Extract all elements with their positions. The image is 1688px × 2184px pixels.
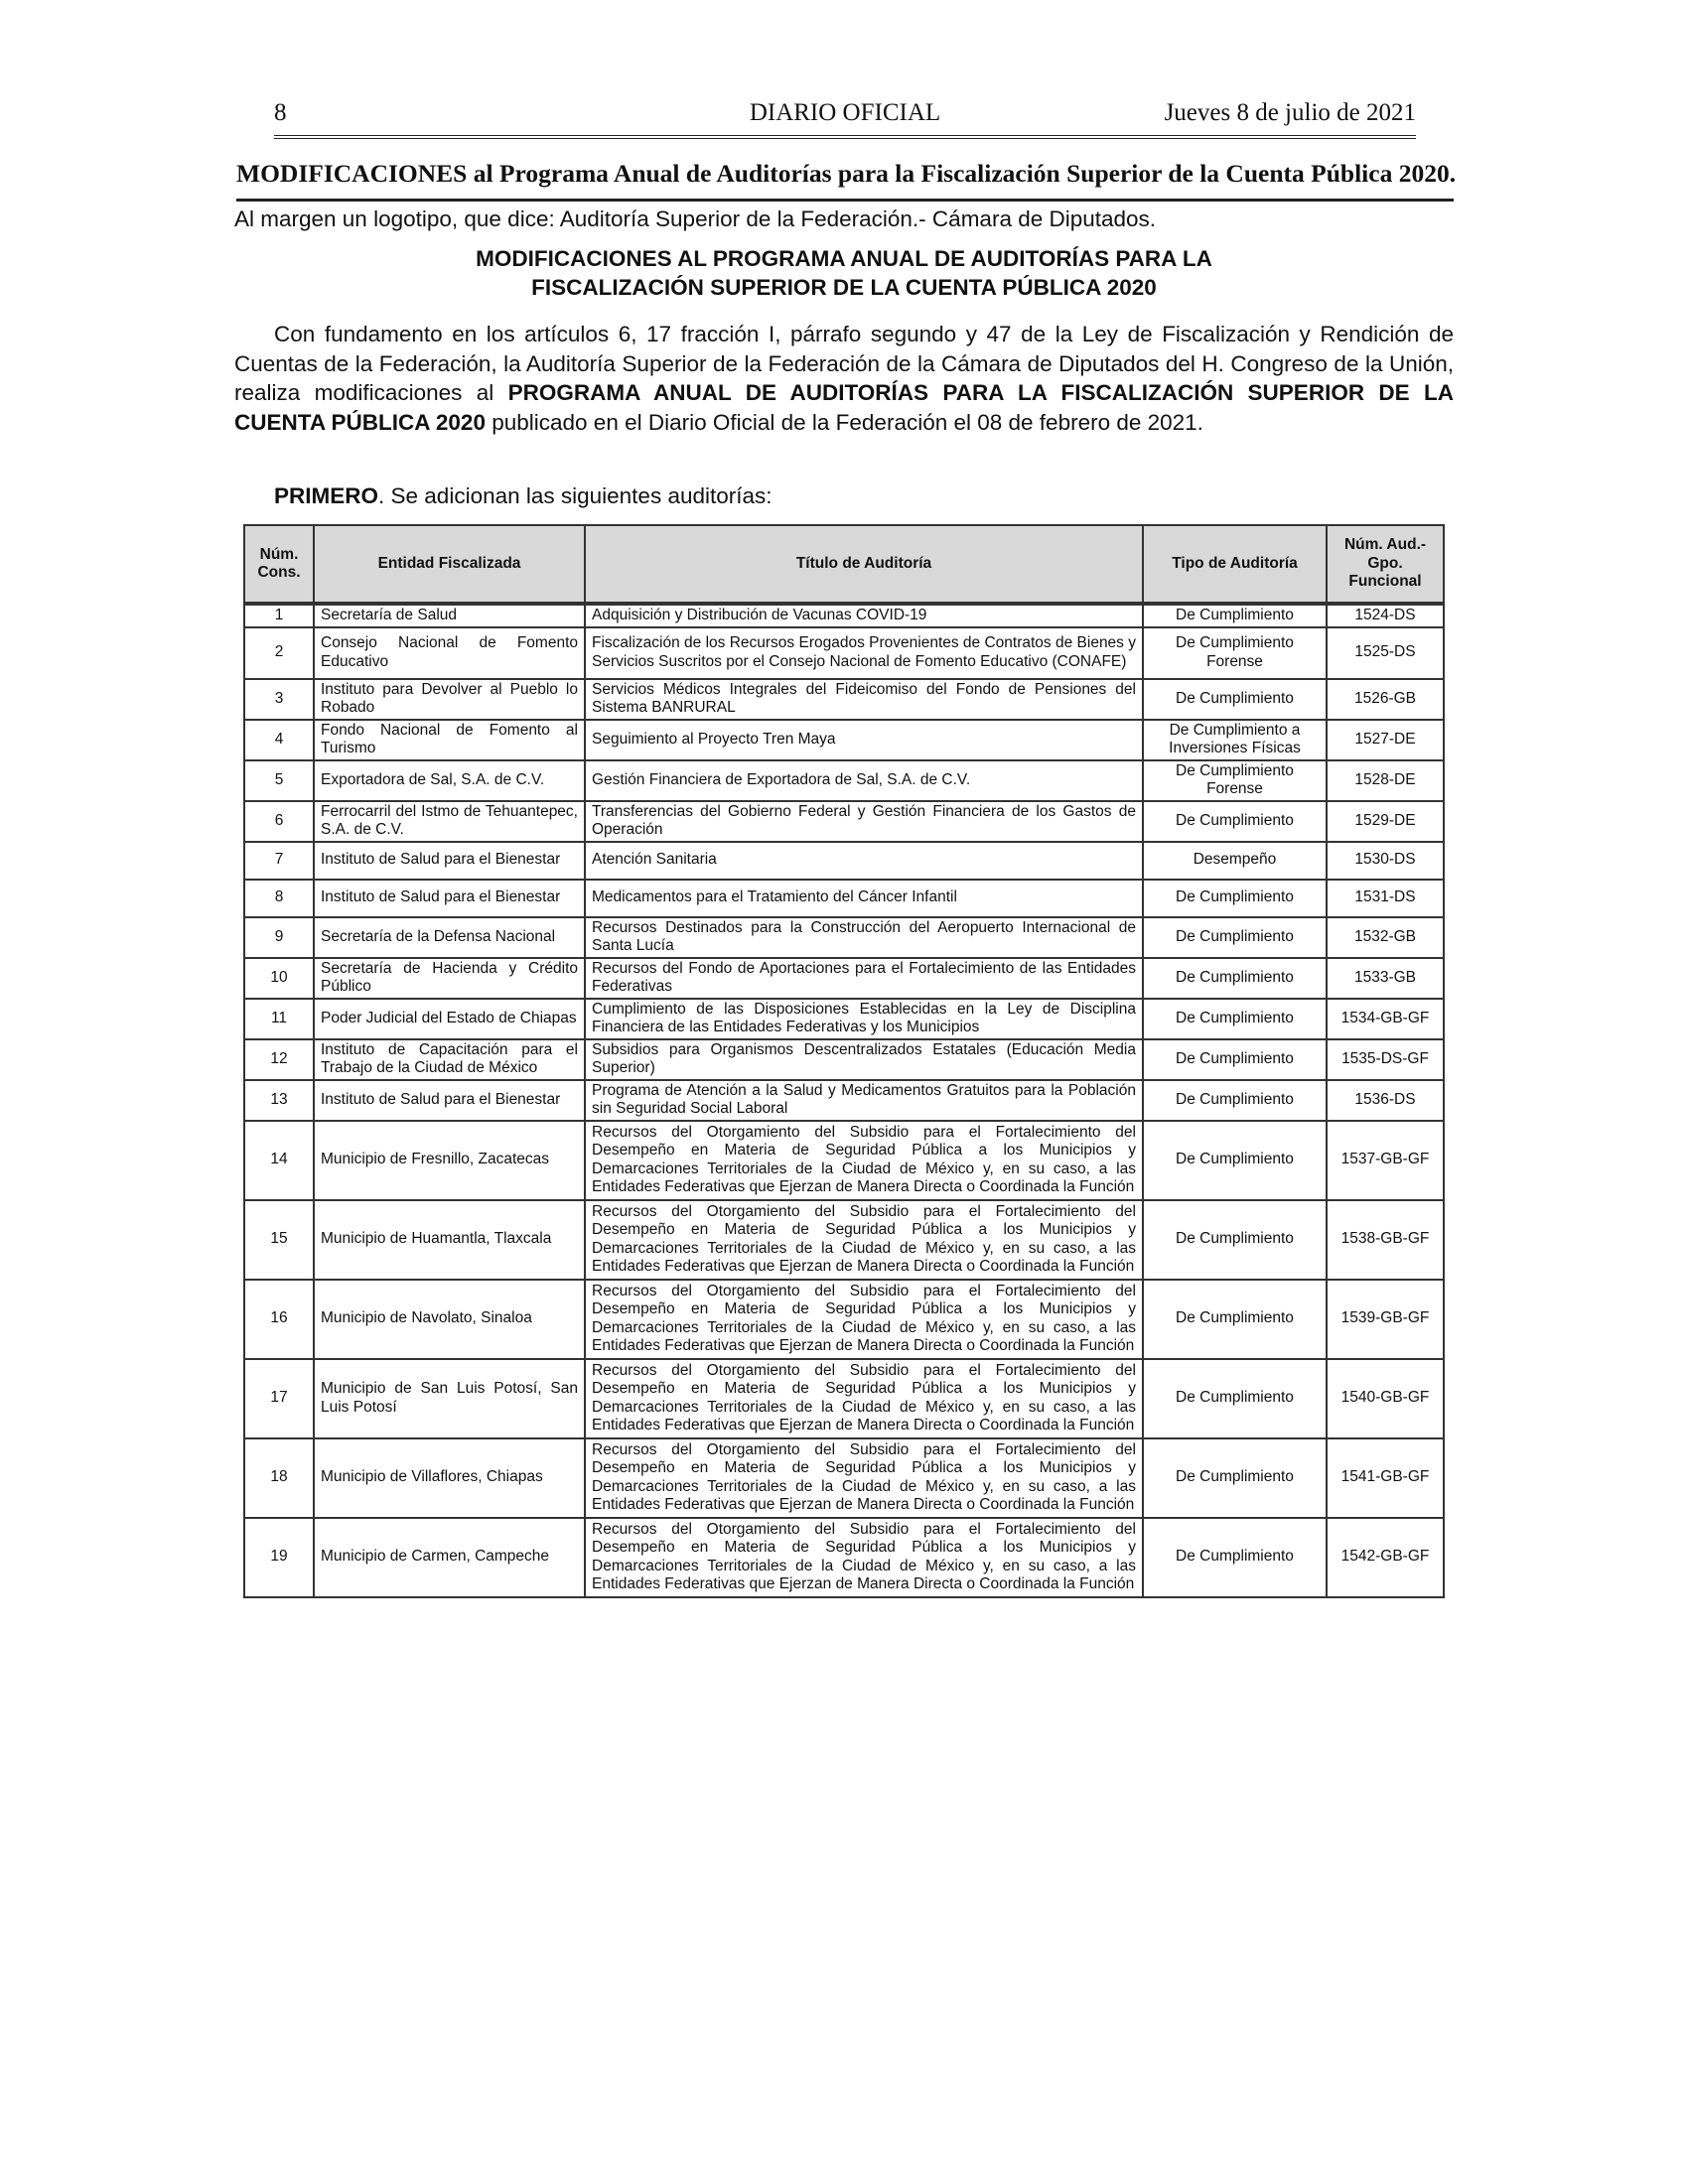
running-header [274,95,1416,139]
cell-tipo: De Cumplimiento [1143,1121,1327,1200]
cell-entidad: Municipio de Navolato, Sinaloa [314,1280,585,1359]
cell-num: 11 [244,999,314,1039]
cell-entidad: Poder Judicial del Estado de Chiapas [314,999,585,1039]
cell-clave: 1528-DE [1327,760,1444,801]
cell-tipo: De Cumplimiento [1143,679,1327,720]
cell-num: 9 [244,917,314,958]
table-row [244,801,1444,842]
cell-tipo: De Cumplimiento [1143,880,1327,917]
cell-tipo: De Cumplimiento a Inversiones Físicas [1143,720,1327,760]
cell-clave: 1532-GB [1327,917,1444,958]
cell-num: 1 [244,604,314,627]
primero-text: . Se adicionan las siguientes auditorías: [378,483,773,508]
cell-entidad: Secretaría de Hacienda y Crédito Público [314,958,585,999]
cell-titulo: Recursos del Otorgamiento del Subsidio para el Fortalecimiento del Desempeño en Materia de Seguridad Pública a los Municipios y Demarcaciones Territoriales de la Ciudad de México y, en su caso, a las Entidades Federativas que Ejerzan de Manera Directa o Coordinada la Función [585,1438,1143,1518]
table-row [244,1039,1444,1080]
cell-clave: 1530-DS [1327,842,1444,880]
cell-num: 16 [244,1280,314,1359]
cell-clave: 1539-GB-GF [1327,1280,1444,1359]
document-title [234,244,1454,302]
table-row [244,1200,1444,1280]
cell-num: 5 [244,760,314,801]
cell-titulo: Recursos del Otorgamiento del Subsidio para el Fortalecimiento del Desempeño en Materia de Seguridad Pública a los Municipios y Demarcaciones Territoriales de la Ciudad de México y, en su caso, a las Entidades Federativas que Ejerzan de Manera Directa o Coordinada la Función [585,1359,1143,1438]
cell-titulo: Recursos del Otorgamiento del Subsidio para el Fortalecimiento del Desempeño en Materia de Seguridad Pública a los Municipios y Demarcaciones Territoriales de la Ciudad de México y, en su caso, a las Entidades Federativas que Ejerzan de Manera Directa o Coordinada la Función [585,1518,1143,1597]
cell-entidad: Instituto de Salud para el Bienestar [314,880,585,917]
cell-titulo: Atención Sanitaria [585,842,1143,880]
table-row [244,880,1444,917]
cell-entidad: Ferrocarril del Istmo de Tehuantepec, S.A. de C.V. [314,801,585,842]
cell-titulo: Seguimiento al Proyecto Tren Maya [585,720,1143,760]
header-titulo: Título de Auditoría [585,525,1143,604]
cell-clave: 1533-GB [1327,958,1444,999]
table-row [244,917,1444,958]
cell-titulo: Recursos del Otorgamiento del Subsidio para el Fortalecimiento del Desempeño en Materia de Seguridad Pública a los Municipios y Demarcaciones Territoriales de la Ciudad de México y, en su caso, a las Entidades Federativas que Ejerzan de Manera Directa o Coordinada la Función [585,1280,1143,1359]
cell-clave: 1531-DS [1327,880,1444,917]
intro-paragraph [234,320,1454,437]
cell-num: 7 [244,842,314,880]
cell-tipo: De Cumplimiento [1143,604,1327,627]
cell-titulo: Adquisición y Distribución de Vacunas COVID-19 [585,604,1143,627]
cell-titulo: Recursos del Fondo de Aportaciones para el Fortalecimiento de las Entidades Federativas [585,958,1143,999]
table-row [244,1280,1444,1359]
cell-titulo: Medicamentos para el Tratamiento del Cáncer Infantil [585,880,1143,917]
cell-entidad: Instituto de Salud para el Bienestar [314,1080,585,1121]
cell-entidad: Consejo Nacional de Fomento Educativo [314,627,585,679]
cell-tipo: De Cumplimiento Forense [1143,627,1327,679]
cell-clave: 1538-GB-GF [1327,1200,1444,1280]
cell-tipo: De Cumplimiento [1143,958,1327,999]
table-row [244,604,1444,627]
table-row [244,720,1444,760]
cell-num: 12 [244,1039,314,1080]
table-row [244,760,1444,801]
cell-num: 4 [244,720,314,760]
cell-num: 14 [244,1121,314,1200]
cell-clave: 1526-GB [1327,679,1444,720]
cell-num: 17 [244,1359,314,1438]
cell-entidad: Exportadora de Sal, S.A. de C.V. [314,760,585,801]
margin-note: Al margen un logotipo, que dice: Auditoría Superior de la Federación.- Cámara de Diputados. [234,206,1157,231]
cell-tipo: De Cumplimiento [1143,1080,1327,1121]
table-header-row [244,525,1444,604]
audits-table [243,524,1445,1598]
cell-tipo: De Cumplimiento [1143,1200,1327,1280]
table-row [244,627,1444,679]
header-tipo: Tipo de Auditoría [1143,525,1327,604]
cell-num: 15 [244,1200,314,1280]
section-title: MODIFICACIONES al Programa Anual de Auditorías para la Fiscalización Superior de la Cuenta Pública 2020. [236,157,1454,202]
cell-clave: 1535-DS-GF [1327,1039,1444,1080]
cell-entidad: Municipio de Huamantla, Tlaxcala [314,1200,585,1280]
cell-titulo: Recursos Destinados para la Construcción del Aeropuerto Internacional de Santa Lucía [585,917,1143,958]
cell-titulo: Recursos del Otorgamiento del Subsidio para el Fortalecimiento del Desempeño en Materia de Seguridad Pública a los Municipios y Demarcaciones Territoriales de la Ciudad de México y, en su caso, a las Entidades Federativas que Ejerzan de Manera Directa o Coordinada la Función [585,1200,1143,1280]
cell-tipo: De Cumplimiento [1143,801,1327,842]
intro-text-1: Con fundamento en los artículos 6, 17 fracción I, párrafo segundo y 47 de la Ley de Fiscalización y Rendición de Cuentas de la Federación, la Auditoría Superior de la Federación de la Cámara de Diputados del H. Congreso de la Unión, realiza modificaciones al [234,322,1454,405]
cell-clave: 1524-DS [1327,604,1444,627]
cell-entidad: Secretaría de la Defensa Nacional [314,917,585,958]
cell-tipo: Desempeño [1143,842,1327,880]
cell-clave: 1542-GB-GF [1327,1518,1444,1597]
cell-num: 2 [244,627,314,679]
cell-clave: 1537-GB-GF [1327,1121,1444,1200]
cell-num: 10 [244,958,314,999]
table-row [244,958,1444,999]
cell-tipo: De Cumplimiento [1143,1518,1327,1597]
cell-clave: 1534-GB-GF [1327,999,1444,1039]
cell-titulo: Programa de Atención a la Salud y Medicamentos Gratuitos para la Población sin Seguridad Social Laboral [585,1080,1143,1121]
cell-tipo: De Cumplimiento [1143,917,1327,958]
cell-entidad: Instituto para Devolver al Pueblo lo Robado [314,679,585,720]
table-row [244,679,1444,720]
cell-titulo: Gestión Financiera de Exportadora de Sal, S.A. de C.V. [585,760,1143,801]
header-entidad: Entidad Fiscalizada [314,525,585,604]
cell-clave: 1540-GB-GF [1327,1359,1444,1438]
intro-text-2: publicado en el Diario Oficial de la Federación el 08 de febrero de 2021. [485,409,1203,435]
cell-entidad: Fondo Nacional de Fomento al Turismo [314,720,585,760]
table-row [244,1438,1444,1518]
table-row [244,1080,1444,1121]
cell-num: 19 [244,1518,314,1597]
cell-tipo: De Cumplimiento [1143,1280,1327,1359]
cell-tipo: De Cumplimiento [1143,999,1327,1039]
cell-num: 13 [244,1080,314,1121]
cell-titulo: Recursos del Otorgamiento del Subsidio para el Fortalecimiento del Desempeño en Materia de Seguridad Pública a los Municipios y Demarcaciones Territoriales de la Ciudad de México y, en su caso, a las Entidades Federativas que Ejerzan de Manera Directa o Coordinada la Función [585,1121,1143,1200]
cell-tipo: De Cumplimiento Forense [1143,760,1327,801]
cell-entidad: Secretaría de Salud [314,604,585,627]
page-number: 8 [274,99,287,126]
intro-program-name: PROGRAMA ANUAL DE AUDITORÍAS PARA LA FISCALIZACIÓN SUPERIOR DE LA CUENTA PÚBLICA 2020 [234,380,1454,435]
cell-titulo: Servicios Médicos Integrales del Fideicomiso del Fondo de Pensiones del Sistema BANRURAL [585,679,1143,720]
cell-num: 8 [244,880,314,917]
cell-entidad: Municipio de San Luis Potosí, San Luis Potosí [314,1359,585,1438]
table-row [244,1359,1444,1438]
cell-num: 18 [244,1438,314,1518]
cell-num: 6 [244,801,314,842]
table-body [244,604,1444,1597]
cell-titulo: Transferencias del Gobierno Federal y Gestión Financiera de los Gastos de Operación [585,801,1143,842]
cell-clave: 1529-DE [1327,801,1444,842]
cell-clave: 1541-GB-GF [1327,1438,1444,1518]
cell-titulo: Subsidios para Organismos Descentralizados Estatales (Educación Media Superior) [585,1039,1143,1080]
document-title-line-2: FISCALIZACIÓN SUPERIOR DE LA CUENTA PÚBLICA 2020 [531,275,1157,300]
cell-tipo: De Cumplimiento [1143,1359,1327,1438]
header-clave: Núm. Aud.- Gpo. Funcional [1327,525,1444,604]
cell-tipo: De Cumplimiento [1143,1039,1327,1080]
cell-entidad: Instituto de Capacitación para el Trabajo de la Ciudad de México [314,1039,585,1080]
cell-titulo: Fiscalización de los Recursos Erogados Provenientes de Contratos de Bienes y Servicios Suscritos por el Consejo Nacional de Fomento Educativo (CONAFE) [585,627,1143,679]
document-title-line-1: MODIFICACIONES AL PROGRAMA ANUAL DE AUDITORÍAS PARA LA [476,246,1212,271]
cell-entidad: Municipio de Fresnillo, Zacatecas [314,1121,585,1200]
cell-tipo: De Cumplimiento [1143,1438,1327,1518]
header-num: Núm. Cons. [244,525,314,604]
table-row [244,1518,1444,1597]
table-row [244,842,1444,880]
publication-name: DIARIO OFICIAL [749,99,941,126]
cell-entidad: Municipio de Villaflores, Chiapas [314,1438,585,1518]
cell-entidad: Municipio de Carmen, Campeche [314,1518,585,1597]
cell-clave: 1525-DS [1327,627,1444,679]
cell-clave: 1527-DE [1327,720,1444,760]
table-row [244,1121,1444,1200]
primero-paragraph [274,481,1446,511]
cell-num: 3 [244,679,314,720]
cell-titulo: Cumplimiento de las Disposiciones Establecidas en la Ley de Disciplina Financiera de las Entidades Federativas y los Municipios [585,999,1143,1039]
table-row [244,999,1444,1039]
publication-date: Jueves 8 de julio de 2021 [1164,99,1416,126]
cell-entidad: Instituto de Salud para el Bienestar [314,842,585,880]
cell-clave: 1536-DS [1327,1080,1444,1121]
primero-label: PRIMERO [274,483,379,508]
